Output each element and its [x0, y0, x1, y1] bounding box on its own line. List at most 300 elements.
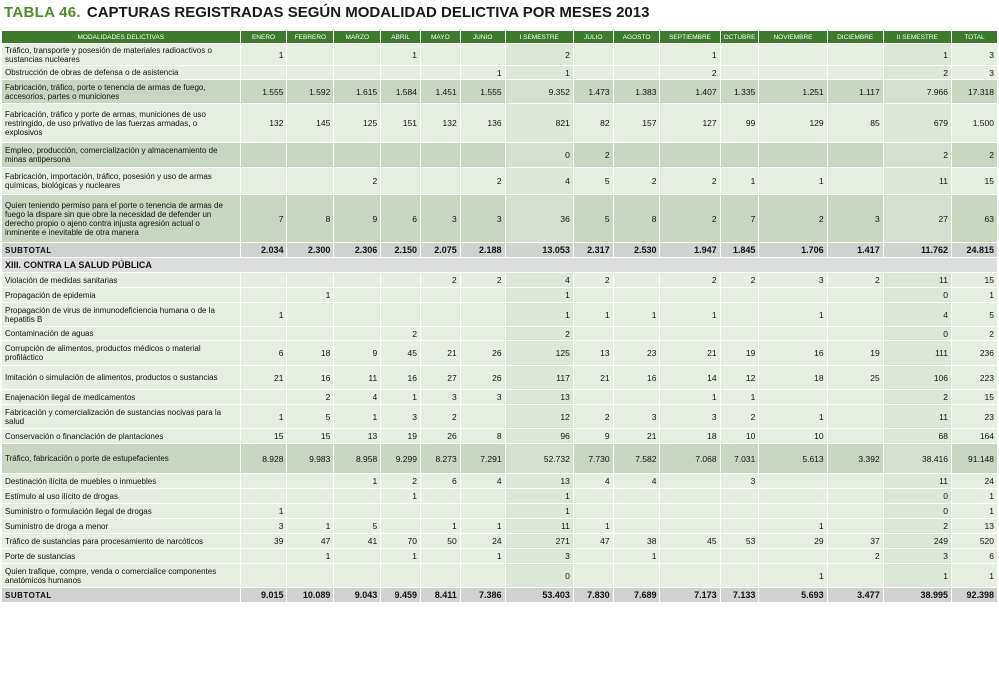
table-cell: 2	[884, 66, 951, 79]
table-cell: 23	[614, 341, 660, 365]
table-cell: 15	[241, 429, 287, 443]
table-cell: 19	[721, 341, 759, 365]
table-cell: 129	[759, 104, 826, 142]
table-cell	[381, 273, 420, 287]
table-cell: 92.398	[952, 588, 997, 602]
table-cell: 2	[660, 273, 719, 287]
table-cell: 2	[614, 168, 660, 194]
table-cell: 1.845	[721, 243, 759, 257]
table-cell: 70	[381, 534, 420, 548]
table-cell: 1	[461, 519, 505, 533]
table-cell	[614, 44, 660, 65]
table-cell: 8.411	[421, 588, 460, 602]
table-cell: 1	[759, 168, 826, 194]
table-cell	[287, 66, 333, 79]
table-cell: 1	[952, 288, 997, 302]
row-label: Tráfico, transporte y posesión de materiales radioactivos o sustancias nucleares	[2, 44, 240, 65]
table-cell: 21	[614, 429, 660, 443]
table-cell: 3	[884, 549, 951, 563]
table-cell: 29	[759, 534, 826, 548]
table-cell: 1	[381, 549, 420, 563]
table-cell	[828, 519, 883, 533]
table-cell: 6	[421, 474, 460, 488]
table-cell	[759, 504, 826, 518]
table-cell: 7.068	[660, 444, 719, 473]
table-cell	[334, 288, 380, 302]
table-cell: 117	[506, 366, 573, 389]
table-cell: 5.613	[759, 444, 826, 473]
table-cell: 11	[884, 168, 951, 194]
table-cell	[461, 303, 505, 326]
table-cell	[287, 327, 333, 340]
table-cell: 1	[287, 288, 333, 302]
table-cell: 13	[506, 474, 573, 488]
table-row	[2, 444, 997, 473]
column-header: SEPTIEMBRE	[660, 31, 719, 43]
table-cell: 1.706	[759, 243, 826, 257]
table-cell	[461, 405, 505, 428]
table-cell	[614, 327, 660, 340]
table-row	[2, 564, 997, 587]
table-cell: 2	[828, 549, 883, 563]
table-cell: 8	[614, 195, 660, 242]
table-cell	[828, 66, 883, 79]
table-row	[2, 474, 997, 488]
table-cell: 223	[952, 366, 997, 389]
table-cell	[828, 143, 883, 167]
table-cell: 151	[381, 104, 420, 142]
row-label: Enajenación ilegal de medicamentos	[2, 390, 240, 404]
table-cell: 1.473	[574, 80, 613, 103]
table-cell: 26	[461, 366, 505, 389]
row-label: Propagación de epidemia	[2, 288, 240, 302]
table-cell: 2	[574, 273, 613, 287]
table-cell	[334, 327, 380, 340]
table-row	[2, 143, 997, 167]
table-cell: 136	[461, 104, 505, 142]
table-cell: 1	[574, 303, 613, 326]
row-label: Destinación ilícita de muebles o inmuebles	[2, 474, 240, 488]
table-cell	[828, 390, 883, 404]
table-cell	[421, 504, 460, 518]
table-cell: 7.386	[461, 588, 505, 602]
table-cell: 37	[828, 534, 883, 548]
table-cell: 18	[759, 366, 826, 389]
table-cell	[828, 564, 883, 587]
table-cell: 3	[721, 474, 759, 488]
table-row	[2, 366, 997, 389]
table-row	[2, 195, 997, 242]
table-cell	[241, 564, 287, 587]
table-cell	[461, 564, 505, 587]
table-cell: 2.530	[614, 243, 660, 257]
table-cell: 2.188	[461, 243, 505, 257]
table-cell: 2.150	[381, 243, 420, 257]
table-cell: 3	[952, 44, 997, 65]
table-cell: 25	[828, 366, 883, 389]
row-label: Fabricación, tráfico, porte o tenencia de armas de fuego, accesorios, partes o municiones	[2, 80, 240, 103]
table-cell: 38.416	[884, 444, 951, 473]
table-cell: 1	[461, 549, 505, 563]
table-cell: 1.251	[759, 80, 826, 103]
table-cell: 8	[461, 429, 505, 443]
table-row	[2, 390, 997, 404]
table-cell	[421, 288, 460, 302]
table-cell: 8.273	[421, 444, 460, 473]
table-cell: 2	[759, 195, 826, 242]
table-cell: 13.053	[506, 243, 573, 257]
table-cell	[287, 504, 333, 518]
table-cell	[721, 288, 759, 302]
table-cell	[828, 504, 883, 518]
table-cell	[241, 143, 287, 167]
table-cell: 1.500	[952, 104, 997, 142]
table-cell: 2.306	[334, 243, 380, 257]
table-cell: 1	[759, 405, 826, 428]
table-row	[2, 489, 997, 503]
row-label: Quien trafique, compre, venda o comercialice componentes anatómicos humanos	[2, 564, 240, 587]
row-label: Estímulo al uso ilícito de drogas	[2, 489, 240, 503]
table-cell	[241, 273, 287, 287]
table-cell: 1.615	[334, 80, 380, 103]
table-cell: 0	[884, 489, 951, 503]
table-cell: 21	[574, 366, 613, 389]
table-cell: 164	[952, 429, 997, 443]
row-label: Fabricación, importación, tráfico, posesión y uso de armas químicas, biológicas y nucleares	[2, 168, 240, 194]
table-cell	[660, 564, 719, 587]
table-cell	[461, 489, 505, 503]
column-header: I SEMESTRE	[506, 31, 573, 43]
table-cell: 520	[952, 534, 997, 548]
table-cell	[614, 489, 660, 503]
table-cell: 1.117	[828, 80, 883, 103]
table-cell: 7.730	[574, 444, 613, 473]
table-cell: 7	[721, 195, 759, 242]
table-cell: 5	[574, 195, 613, 242]
table-cell: 17.318	[952, 80, 997, 103]
table-cell: 4	[574, 474, 613, 488]
table-cell: 85	[828, 104, 883, 142]
column-header: MAYO	[421, 31, 460, 43]
table-cell: 132	[421, 104, 460, 142]
table-cell: 7.133	[721, 588, 759, 602]
table-cell: 3	[614, 405, 660, 428]
table-cell: 26	[421, 429, 460, 443]
table-cell: 1	[461, 66, 505, 79]
table-cell	[660, 474, 719, 488]
table-cell: 99	[721, 104, 759, 142]
table-cell: 36	[506, 195, 573, 242]
table-cell: 2.317	[574, 243, 613, 257]
table-cell: 12	[721, 366, 759, 389]
row-label: Empleo, producción, comercialización y almacenamiento de minas antipersona	[2, 143, 240, 167]
column-header: NOVIEMBRE	[759, 31, 826, 43]
table-cell: 13	[334, 429, 380, 443]
table-cell: 1	[506, 489, 573, 503]
table-cell	[574, 288, 613, 302]
table-cell: 4	[461, 474, 505, 488]
table-cell: 23	[952, 405, 997, 428]
table-cell: 1	[759, 564, 826, 587]
table-cell	[828, 44, 883, 65]
table-cell: 27	[421, 366, 460, 389]
table-cell: 2	[461, 273, 505, 287]
table-cell: 2	[884, 143, 951, 167]
table-cell: 7.173	[660, 588, 719, 602]
table-cell: 2	[660, 66, 719, 79]
table-cell	[241, 288, 287, 302]
table-cell	[660, 519, 719, 533]
row-label: Tráfico de sustancias para procesamiento de narcóticos	[2, 534, 240, 548]
table-cell: 11	[884, 474, 951, 488]
table-cell	[287, 303, 333, 326]
table-cell: 3	[952, 66, 997, 79]
table-cell: 1	[506, 303, 573, 326]
table-cell: 3.392	[828, 444, 883, 473]
table-cell: 6	[952, 549, 997, 563]
table-cell: 45	[660, 534, 719, 548]
table-cell: 9.983	[287, 444, 333, 473]
table-cell: 3	[421, 390, 460, 404]
table-cell: 1	[614, 549, 660, 563]
table-cell	[334, 273, 380, 287]
table-cell: 1	[660, 44, 719, 65]
table-caption: CAPTURAS REGISTRADAS SEGÚN MODALIDAD DELICTIVA POR MESES 2013	[86, 4, 650, 21]
table-cell	[759, 489, 826, 503]
table-cell: 24.815	[952, 243, 997, 257]
table-cell: 45	[381, 341, 420, 365]
table-cell	[381, 66, 420, 79]
table-cell: 157	[614, 104, 660, 142]
table-row	[2, 549, 997, 563]
table-cell: 1.417	[828, 243, 883, 257]
table-cell: 2	[721, 405, 759, 428]
table-cell	[660, 549, 719, 563]
table-cell	[334, 66, 380, 79]
table-cell: 21	[660, 341, 719, 365]
table-cell	[461, 143, 505, 167]
table-cell	[759, 390, 826, 404]
table-cell: 9	[574, 429, 613, 443]
table-cell	[759, 549, 826, 563]
table-cell	[287, 143, 333, 167]
table-row	[2, 66, 997, 79]
column-header: MARZO	[334, 31, 380, 43]
table-cell	[614, 564, 660, 587]
table-cell	[421, 489, 460, 503]
table-cell: 4	[614, 474, 660, 488]
table-cell: 1	[660, 390, 719, 404]
table-cell	[421, 44, 460, 65]
table-cell	[660, 504, 719, 518]
table-cell: 1.584	[381, 80, 420, 103]
table-cell: 3	[759, 273, 826, 287]
table-cell: 1	[241, 504, 287, 518]
subtotal-row	[2, 588, 997, 602]
table-cell	[721, 564, 759, 587]
table-cell: 249	[884, 534, 951, 548]
table-cell	[828, 327, 883, 340]
table-cell: 21	[241, 366, 287, 389]
table-cell	[461, 44, 505, 65]
table-cell: 11	[884, 405, 951, 428]
table-cell	[421, 168, 460, 194]
table-cell	[614, 519, 660, 533]
table-cell: 2	[421, 273, 460, 287]
table-cell: 0	[506, 564, 573, 587]
table-cell	[660, 143, 719, 167]
table-cell: 1	[884, 44, 951, 65]
column-header: OCTUBRE	[721, 31, 759, 43]
column-header: FEBRERO	[287, 31, 333, 43]
table-cell: 2	[381, 327, 420, 340]
table-cell: 7.830	[574, 588, 613, 602]
table-cell: 47	[574, 534, 613, 548]
table-cell: 38	[614, 534, 660, 548]
table-cell: 15	[287, 429, 333, 443]
table-cell: 125	[506, 341, 573, 365]
table-cell: 5	[952, 303, 997, 326]
table-cell: 1	[759, 303, 826, 326]
table-cell: 19	[828, 341, 883, 365]
table-cell	[241, 168, 287, 194]
table-cell	[381, 168, 420, 194]
table-cell: 2	[506, 44, 573, 65]
table-cell: 9.015	[241, 588, 287, 602]
table-cell: 91.148	[952, 444, 997, 473]
table-cell	[241, 549, 287, 563]
table-cell	[287, 489, 333, 503]
table-cell: 7.582	[614, 444, 660, 473]
table-cell: 16	[287, 366, 333, 389]
table-cell: 2	[952, 327, 997, 340]
table-cell: 1	[421, 519, 460, 533]
table-cell	[421, 66, 460, 79]
table-cell: 1	[721, 168, 759, 194]
table-cell	[660, 327, 719, 340]
table-cell: 53.403	[506, 588, 573, 602]
table-cell: 1.383	[614, 80, 660, 103]
table-cell	[759, 327, 826, 340]
table-cell: 1.451	[421, 80, 460, 103]
table-cell: 4	[334, 390, 380, 404]
table-cell: 8.958	[334, 444, 380, 473]
table-cell: 0	[884, 504, 951, 518]
table-row	[2, 405, 997, 428]
table-cell	[759, 143, 826, 167]
table-cell	[461, 327, 505, 340]
row-label: SUBTOTAL	[2, 243, 240, 257]
column-header: ABRIL	[381, 31, 420, 43]
table-cell	[381, 303, 420, 326]
table-cell: 1.555	[461, 80, 505, 103]
table-cell: 7	[241, 195, 287, 242]
table-number: TABLA 46.	[4, 4, 81, 21]
table-cell: 271	[506, 534, 573, 548]
table-cell: 15	[952, 390, 997, 404]
table-cell: 9.459	[381, 588, 420, 602]
row-label: Imitación o simulación de alimentos, productos o sustancias	[2, 366, 240, 389]
table-cell: 2	[721, 273, 759, 287]
table-row	[2, 168, 997, 194]
table-cell: 821	[506, 104, 573, 142]
row-label: Violación de medidas sanitarias	[2, 273, 240, 287]
table-cell	[381, 564, 420, 587]
table-cell	[721, 44, 759, 65]
captures-table	[1, 30, 998, 603]
table-cell	[574, 66, 613, 79]
table-cell	[614, 504, 660, 518]
table-cell	[759, 66, 826, 79]
table-cell: 38.995	[884, 588, 951, 602]
table-cell	[759, 288, 826, 302]
table-cell: 14	[660, 366, 719, 389]
table-cell: 1.555	[241, 80, 287, 103]
table-cell: 1	[952, 489, 997, 503]
table-cell: 2	[952, 143, 997, 167]
row-label: Porte de sustancias	[2, 549, 240, 563]
table-cell	[721, 519, 759, 533]
table-cell	[334, 303, 380, 326]
table-cell: 111	[884, 341, 951, 365]
table-row	[2, 341, 997, 365]
column-header: JULIO	[574, 31, 613, 43]
table-cell	[828, 288, 883, 302]
column-header: II SEMESTRE	[884, 31, 951, 43]
table-cell: 6	[381, 195, 420, 242]
table-cell	[334, 44, 380, 65]
row-label: Fabricación, tráfico y porte de armas, municiones de uso restringido, de uso privativo de las fuerzas armadas, o explosivos	[2, 104, 240, 142]
table-cell: 1	[660, 303, 719, 326]
table-cell: 5	[334, 519, 380, 533]
table-cell	[828, 474, 883, 488]
table-cell: 5	[574, 168, 613, 194]
table-cell: 53	[721, 534, 759, 548]
table-cell	[828, 303, 883, 326]
table-cell	[421, 564, 460, 587]
table-cell: 7.689	[614, 588, 660, 602]
table-cell	[721, 303, 759, 326]
table-cell: 125	[334, 104, 380, 142]
table-cell: 3.477	[828, 588, 883, 602]
table-cell: 1	[241, 44, 287, 65]
table-cell: 145	[287, 104, 333, 142]
row-label: Tráfico, fabricación o porte de estupefacientes	[2, 444, 240, 473]
table-cell	[461, 504, 505, 518]
table-cell	[381, 143, 420, 167]
table-cell	[334, 564, 380, 587]
table-row	[2, 288, 997, 302]
table-cell	[759, 474, 826, 488]
table-cell: 96	[506, 429, 573, 443]
table-row	[2, 429, 997, 443]
table-cell: 7.291	[461, 444, 505, 473]
column-header: AGOSTO	[614, 31, 660, 43]
table-cell	[241, 66, 287, 79]
table-cell: 39	[241, 534, 287, 548]
table-cell: 4	[506, 168, 573, 194]
table-cell	[574, 390, 613, 404]
table-cell: 2	[574, 405, 613, 428]
table-cell: 11	[334, 366, 380, 389]
row-label: Conservación o financiación de plantaciones	[2, 429, 240, 443]
table-cell	[461, 288, 505, 302]
table-cell: 1.947	[660, 243, 719, 257]
table-cell: 1	[952, 564, 997, 587]
table-cell: 1	[241, 303, 287, 326]
row-label: Contaminación de aguas	[2, 327, 240, 340]
table-cell: 41	[334, 534, 380, 548]
